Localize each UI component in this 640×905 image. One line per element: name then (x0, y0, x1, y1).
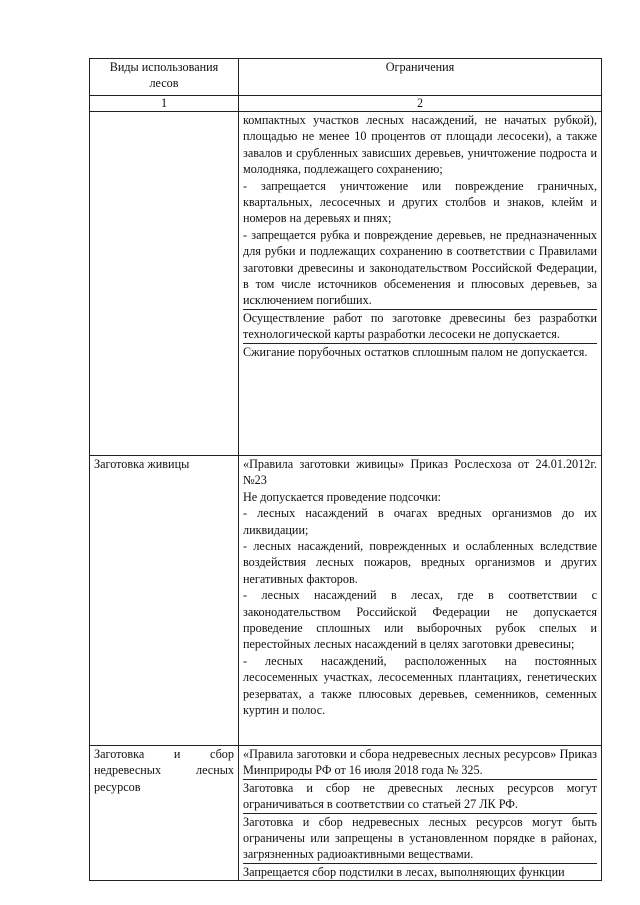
table-header-row (90, 59, 602, 96)
restriction-paragraph: «Правила заготовки и сбора недревесных лесных ресурсов» Приказ Минприроды РФ от 16 июля 2018 года № 325. (243, 746, 597, 780)
column-number-1: 1 (90, 96, 239, 112)
restriction-paragraph: Не допускается проведение подсочки: (243, 489, 442, 504)
restriction-paragraph: Осуществление работ по заготовке древесины без разработки технологической карты разработки лесосеки не допускается. (243, 310, 597, 344)
column-number-row (90, 96, 602, 112)
restrictions-cell (239, 746, 602, 881)
restriction-paragraph: Заготовка и сбор не древесных лесных ресурсов могут ограничиваться в соответствии со статьей 27 ЛК РФ. (243, 780, 597, 814)
header-forest-use-types: Виды использования лесов (90, 59, 239, 96)
restriction-paragraph: - лесных насаждений, расположенных на постоянных лесосеменных участках, лесосеменных плантациях, генетических резерватах, а также плюсовых деревьев, семенников, семенных куртин и полос. (243, 653, 597, 718)
restriction-paragraph: - запрещается уничтожение или повреждение граничных, квартальных, лесосечных и других столбов и знаков, клейм и номеров на деревьях и пнях; (243, 178, 597, 226)
table-row (90, 456, 602, 746)
restrictions-table (89, 58, 602, 881)
table-row (90, 746, 602, 881)
restriction-paragraph: - лесных насаждений, поврежденных и ослабленных вследствие воздействия лесных пожаров, вредных организмов и других негативных факторов. (243, 539, 597, 586)
table-row (90, 112, 602, 456)
forest-use-type-line: ресурсов (94, 779, 141, 794)
restriction-paragraph: - запрещается рубка и повреждение деревьев, не предназначенных для рубки и подлежащих сохранению в соответствии с Правилами заготовки древесины и законодательством Российской Федерации, в том числе источников обсеменения и плюсовых деревьев, за исключением погибших. (243, 227, 597, 310)
forest-use-type-cell (90, 746, 239, 881)
header-restrictions: Ограничения (239, 59, 602, 96)
forest-use-type-cell: Заготовка живицы (90, 456, 239, 746)
restriction-paragraph: «Правила заготовки живицы» Приказ Рослесхоза от 24.01.2012г. №23 (243, 457, 597, 488)
restriction-paragraph: - лесных насаждений в очагах вредных организмов до их ликвидации; (243, 506, 597, 537)
forest-use-type-cell (90, 112, 239, 456)
forest-use-type-line (94, 746, 234, 762)
restriction-paragraph: Сжигание порубочных остатков сплошным палом не допускается. (243, 344, 588, 359)
column-number-2: 2 (239, 96, 602, 112)
restriction-paragraph: Запрещается сбор подстилки в лесах, выполняющих функции (243, 864, 565, 879)
restrictions-cell (239, 112, 602, 456)
restriction-paragraph: компактных участков лесных насаждений, не начатых рубкой), площадью не менее 10 процентов от площади лесосеки), а также завалов и срубленных зависших деревьев, уничтожение подроста и молодняка, подлежащего сохранению; (243, 113, 597, 177)
forest-use-type-line: недревесных лесных (94, 763, 234, 778)
restriction-paragraph: Заготовка и сбор недревесных лесных ресурсов могут быть ограничены или запрещены в установленном порядке в районах, загрязненных радиоактивными веществами. (243, 814, 597, 864)
forest-use-type-text: Заготовка и сбор (94, 747, 234, 761)
restriction-paragraph: - лесных насаждений в лесах, где в соответствии с законодательством Российской Федерации не допускается проведение сплошных или выборочных рубок спелых и перестойных лесных насаждений в целях заготовки древесины; (243, 588, 597, 652)
restrictions-cell (239, 456, 602, 746)
